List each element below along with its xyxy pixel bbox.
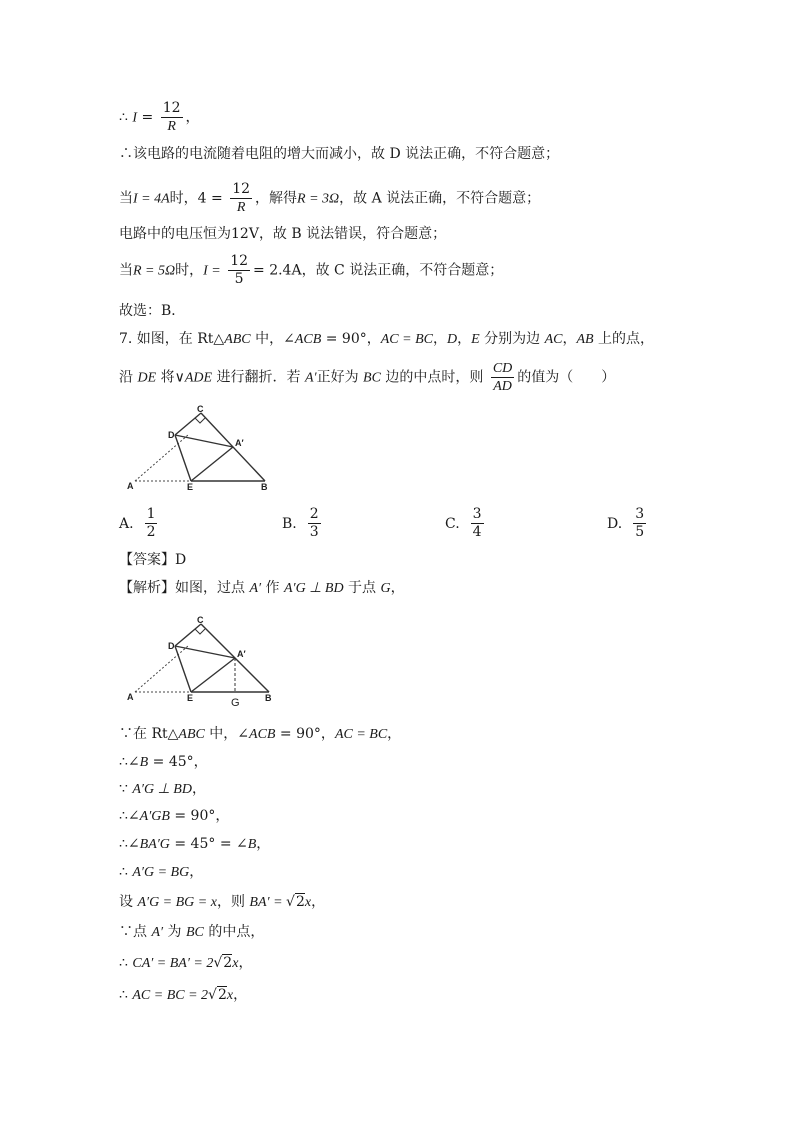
- figure-2-triangle: [125, 612, 285, 710]
- segment-de: [175, 435, 191, 481]
- figure-1-triangle: [125, 403, 285, 495]
- solution-line-6: 故选：B．: [119, 303, 186, 319]
- segment-ea-prime: [191, 658, 235, 692]
- step-8: ∵点 A′ 为 BC 的中点，: [119, 924, 265, 940]
- solution-line-2: ∴该电路的电流随着电阻的增大而减小，故 D 说法正确，不符合题意；: [119, 146, 560, 162]
- answer-line: 【答案】D: [119, 552, 187, 568]
- segment-cd: [175, 413, 201, 435]
- label-a-prime: A′: [237, 649, 246, 659]
- dashed-segment-ad: [135, 646, 188, 692]
- solution-line-5: 当R = 5Ω时，I = $\frac{12}{5}$ = 2.4A，故 C 说法正确，不符合题意；: [119, 253, 504, 287]
- dashed-segment-ad: [135, 435, 188, 481]
- label-a-prime: A′: [235, 438, 244, 448]
- solution-line-3: 当I = 4A时，4 = $\frac{12}{R}$ ，解得R = 3Ω，故 A 说法正确，不符合题意；: [119, 181, 541, 215]
- step-5: ∴∠BA′G = 45° = ∠B，: [119, 836, 271, 852]
- label-e: E: [187, 482, 194, 492]
- label-b: B: [265, 693, 272, 703]
- label-c: C: [197, 404, 204, 414]
- label-c: C: [197, 615, 204, 625]
- step-4: ∴∠A′GB = 90°，: [119, 808, 230, 824]
- segment-da-prime: [175, 646, 235, 658]
- step-2: ∴∠B = 45°，: [119, 754, 208, 770]
- right-angle-mark: [195, 629, 205, 634]
- label-a: A: [127, 692, 134, 702]
- analysis-line: 【解析】如图，过点 A′ 作 A′G ⊥ BD 于点 G，: [119, 580, 405, 596]
- option-c[interactable]: C. $\frac{3}{4}$: [445, 506, 482, 540]
- step-1: ∵在 Rt△ABC 中，∠ACB = 90°，AC = BC，: [119, 726, 402, 742]
- segment-ea-prime: [191, 447, 233, 481]
- segment-de: [175, 646, 191, 692]
- question-7-line-2: 沿 DE 将∨ADE 进行翻折．若 A′正好为 BC 边的中点时，则 $\frac{CD}{AD}$ 的值为（ ）: [119, 361, 616, 394]
- step-6: ∴ A′G = BG，: [119, 864, 204, 880]
- option-a[interactable]: A. $\frac{1}{2}$: [119, 506, 156, 540]
- label-g: G: [231, 697, 240, 709]
- label-e: E: [187, 693, 194, 703]
- option-b[interactable]: B. $\frac{2}{3}$: [282, 506, 319, 540]
- fraction: $\frac{12}{R}$: [162, 100, 181, 134]
- step-7: 设 A′G = BG = x，则 BA′ = √2x，: [119, 894, 326, 910]
- solution-line-1: ∴ I = $\frac{12}{R}$ ，: [119, 100, 200, 134]
- step-9: ∴ CA′ = BA′ = 2√2x，: [119, 955, 253, 971]
- segment-cd: [175, 624, 201, 646]
- question-7-line-1: 7. 如图，在 Rt△ABC 中，∠ACB = 90°，AC = BC，D，E 分别为边 AC，AB 上的点，: [119, 331, 655, 347]
- option-d[interactable]: D. $\frac{3}{5}$: [607, 506, 645, 540]
- step-10: ∴ AC = BC = 2√2x，: [119, 987, 248, 1003]
- solution-line-4: 电路中的电压恒为12V，故 B 说法错误，符合题意；: [119, 226, 447, 242]
- right-angle-mark: [195, 418, 205, 423]
- step-3: ∵ A′G ⊥ BD，: [119, 781, 206, 797]
- label-d: D: [168, 641, 175, 651]
- label-d: D: [168, 430, 175, 440]
- label-b: B: [261, 482, 268, 492]
- label-a: A: [127, 481, 134, 491]
